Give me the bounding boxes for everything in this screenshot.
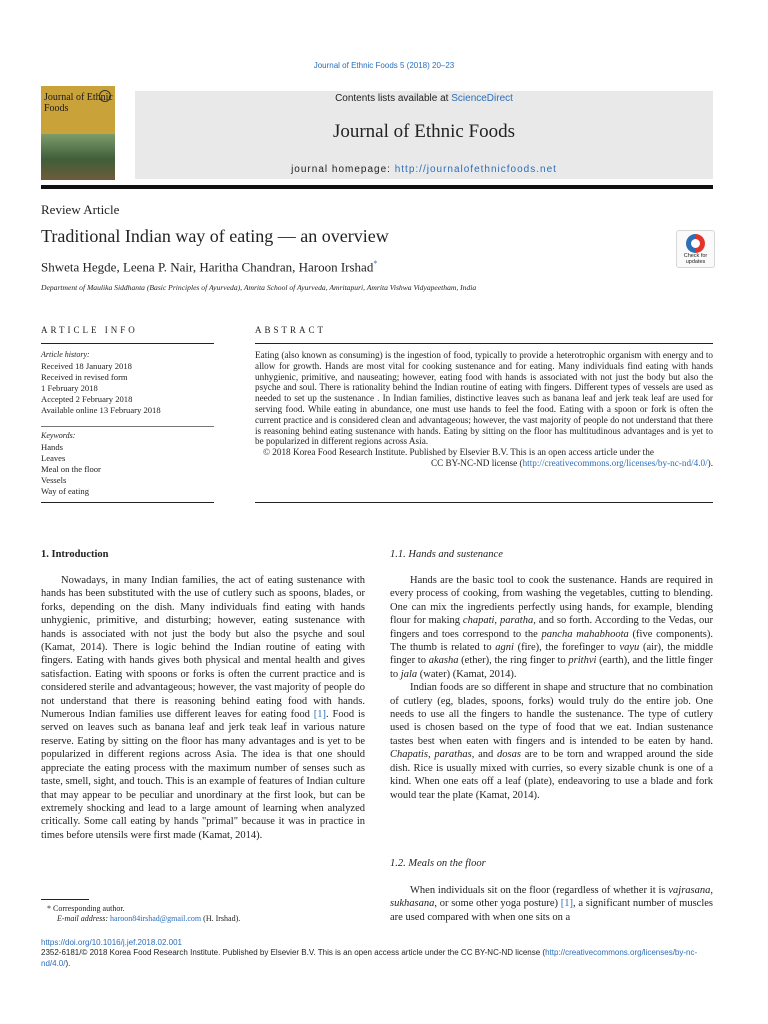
journal-name: Journal of Ethnic Foods <box>332 121 516 142</box>
contents-line: Contents lists available at ScienceDirect <box>335 93 513 104</box>
meals-section-heading: 1.2. Meals on the floor <box>390 858 486 869</box>
history-line: 1 February 2018 <box>41 383 98 393</box>
corresponding-author-mark[interactable]: * <box>373 259 378 268</box>
introduction-heading: 1. Introduction <box>41 549 109 560</box>
paragraph: When individuals sit on the floor (regardless of whether it is vajrasana, sukhasana, or some other yoga posture) [1], a significant number of muscles are used compared with when one sits on a <box>390 885 713 923</box>
abstract-rule <box>255 343 713 344</box>
author-list: Shweta Hegde, Leena P. Nair, Haritha Chandran, Haroon Irshad* <box>41 259 378 275</box>
footnote <box>41 904 240 924</box>
journal-citation[interactable]: Journal of Ethnic Foods 5 (2018) 20–23 <box>313 61 455 70</box>
history-line: Available online 13 February 2018 <box>41 405 161 415</box>
paragraph: Hands are the basic tool to cook the sustenance. Hands are required in every process of cooking, from washing the vegetables, cutting to blending. One can mix the ingredients perfectly using hands, for example, blending flour for making chapati, paratha, and so forth. According to the Vedas, our fingers and toes correspond to the pancha mahabhoota (five components). The thumb is related to agni (fire), the forefinger to vayu (air), the middle finger to akasha (ether), the ring finger to prithvi (earth), and the little finger to jala (water) (Kamat, 2014). <box>390 575 713 680</box>
article-history <box>41 361 161 416</box>
keyword: Vessels <box>41 475 67 485</box>
doi-link[interactable]: https://doi.org/10.1016/j.jef.2018.02.001 <box>41 938 182 947</box>
hands-section-heading: 1.1. Hands and sustenance <box>390 549 503 560</box>
article-type: Review Article <box>41 202 120 217</box>
keyword: Meal on the floor <box>41 464 101 474</box>
cover-photo <box>41 134 115 180</box>
license-link[interactable]: http://creativecommons.org/licenses/by-nc-nd/4.0/ <box>522 457 708 468</box>
keyword: Leaves <box>41 453 66 463</box>
abstract-copyright: © 2018 Korea Food Research Institute. Published by Elsevier B.V. This is an open access article under the <box>263 447 654 458</box>
corresponding-author-note: * Corresponding author. <box>47 904 125 913</box>
history-line: Accepted 2 February 2018 <box>41 394 133 404</box>
abstract-body <box>255 350 713 469</box>
meals-section-body <box>390 884 713 924</box>
history-label: Article history: <box>41 350 90 359</box>
keyword: Way of eating <box>41 486 89 496</box>
sciencedirect-link[interactable]: ScienceDirect <box>451 93 513 104</box>
hands-section-body <box>390 574 713 802</box>
homepage-link[interactable]: http://journalofethnicfoods.net <box>394 164 557 175</box>
issn-line: 2352-6181/© 2018 Korea Food Research Institute. Published by Elsevier B.V. This is an open access article under the CC BY-NC-ND license (http://creativecommons.org/licenses/by-nc-nd/4.0/). <box>41 948 698 968</box>
keyword: Hands <box>41 442 63 452</box>
check-for-updates-button[interactable] <box>676 230 715 268</box>
header-divider <box>41 185 713 189</box>
crossmark-icon <box>686 234 705 253</box>
article-title: Traditional Indian way of eating — an overview <box>41 226 389 246</box>
reference-link[interactable]: [1] <box>560 898 573 910</box>
paragraph: Nowadays, in many Indian families, the act of eating sustenance with hands has been substituted with the use of cutlery such as spoons, blades, or forks, depending on the dish. Many individuals find eating with hands unhygienic, primitive, and disturbing; however, eating sustenance with hands is associated with not just the body but also the psyche and soul (Kamat, 2014). There is logic behind the Indian routine of eating with fingers. Eating with hands gives both physical and mental health and gives satisfaction. Eating with spoons or forks is often the current practice and is considered sterile and advantageous; however, the vast majority of people do not understand that there is reasoning behind eating food with hands. Numerous Indian families use different leaves for eating food [1]. Food is served on leaves such as banana leaf and jerk teak leaf in various nature reserve. Eating by sitting on the floor has many advantages and is yet to be popularized in different regions across Asia. The idea is that one should appreciate the eating process with the maximum number of senses such as taste, smell, sight, and touch. This is an example of features of Indian culture that may appear to be peculiar and unordinary at the first look, but can be extremely shocking and lead to a large amount of learning when analyzed critically. Some call eating by hands "primal" because it was in practice in times before utensils were first made (Kamat, 2014). <box>41 575 365 841</box>
abstract-license: CC BY-NC-ND license (http://creativecommons.org/licenses/by-nc-nd/4.0/). <box>430 457 713 468</box>
article-info-bottom-rule <box>41 502 214 503</box>
journal-cover-image <box>41 86 115 180</box>
keywords-label: Keywords: <box>41 431 76 440</box>
affiliation: Department of Maulika Siddhanta (Basic Principles of Ayurveda), Amrita School of Ayurveda, Amritapuri, Amrita Vishwa Vidyapeetham, India <box>41 283 477 292</box>
footer-license-link[interactable]: http://creativecommons.org/licenses/by-nc-nd/4.0/ <box>41 948 698 968</box>
history-line: Received in revised form <box>41 372 128 382</box>
elsevier-logo-icon <box>99 90 111 102</box>
abstract-bottom-rule <box>255 502 713 503</box>
email-note: E-mail address: haroon84irshad@gmail.com (H. Irshad). <box>57 914 241 923</box>
crossmark-label: Check for updates <box>683 253 708 265</box>
journal-homepage: journal homepage: http://journalofethnicfoods.net <box>291 164 557 175</box>
cover-title: Journal of Ethnic Foods <box>44 92 113 114</box>
reference-link[interactable]: [1] <box>313 709 326 721</box>
keywords-rule <box>41 426 214 427</box>
abstract-text: Eating (also known as consuming) is the ingestion of food, typically to provide a heterotrophic organism with energy and to allow for growth. Hands are most vital for cooking sustenance and for eating. Many individuals find eating with hands unhygienic, primitive, and nauseating; however, eating food with hands is associated with not just the body but also the psyche and soul. There is rationality behind the Indian routine of eating with fingers. Different types of vessels are used as needed to set up the sustenance . In Indian families, distinctive leaves such as banana leaf and jerk teak leaf are used for serving food. While eating in abundance, one must use hands to feel the food. Eating with a spoon or fork is often the current practice and is considered clean and advantageous; however, the vast majority of people do not understand that there is reasoning behind eating sustenance with hands. Eating by sitting on the floor has multitudinous advantages and is yet to be popularized in different regions across Asia. <box>255 350 713 447</box>
introduction-body <box>41 574 365 842</box>
abstract-heading: ABSTRACT <box>255 325 327 335</box>
email-link[interactable]: haroon84irshad@gmail.com <box>110 914 202 923</box>
paragraph: Indian foods are so different in shape and structure that no combination of cutlery (eg, blades, spoons, forks) would truly do the entire job. One needs to use all the fingers to handle the sustenance. The type of cutlery used is chosen based on the type of food that we eat. Indian sustenance tastes best when eaten with fingers and is intended to be eaten by hand. Chapatis, parathas, and dosas are to be torn and wrapped around the side dish. Rice is usually mixed with curries, so every sizable chunk is one of a kind. When one eats off a leaf (plate), endeavoring to use a blade and fork would tear the plate (Kamat, 2014). <box>390 682 713 801</box>
article-info-heading: ARTICLE INFO <box>41 325 138 335</box>
history-line: Received 18 January 2018 <box>41 361 132 371</box>
article-info-rule <box>41 343 214 344</box>
footnote-rule <box>41 899 89 900</box>
keyword-list <box>41 442 101 497</box>
